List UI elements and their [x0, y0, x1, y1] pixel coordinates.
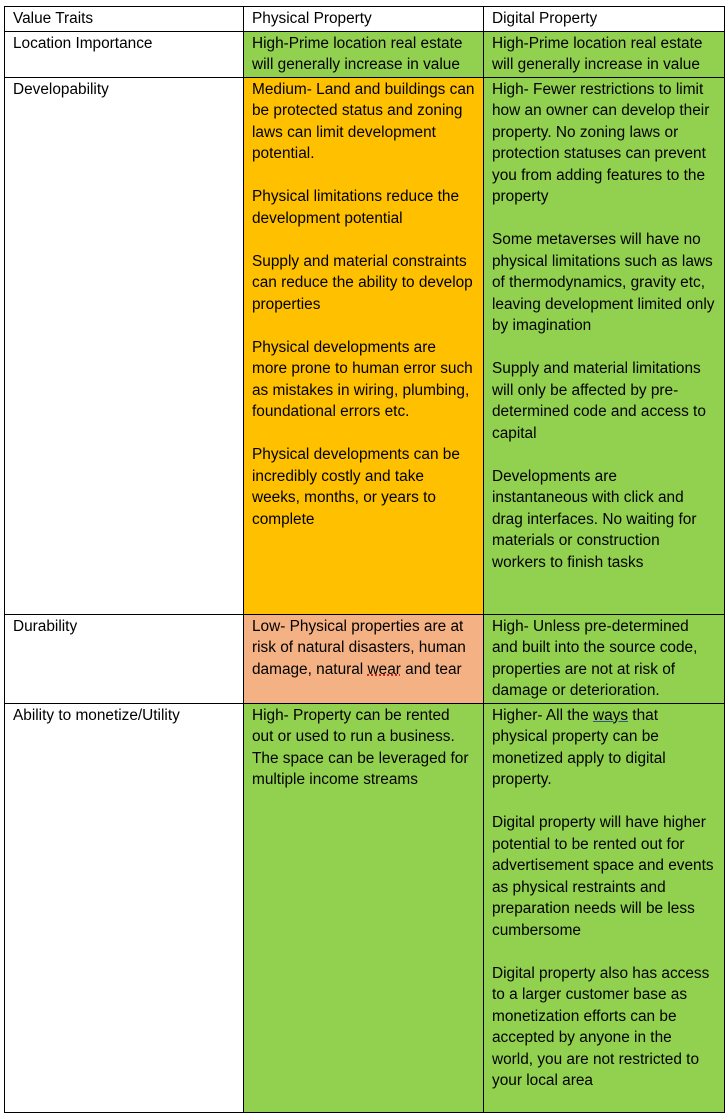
- physical-cell: [244, 614, 484, 703]
- trait-label: Ability to monetize/Utility: [5, 703, 244, 1112]
- cell-text: Medium- Land and buildings can be protected status and zoning laws can limit development potential.: [252, 80, 475, 162]
- table-row-durability: [5, 614, 725, 703]
- physical-cell: [244, 31, 484, 77]
- cell-text: High- Fewer restrictions to limit how an owner can develop their property. No zoning laws or protection statuses can prevent you from adding features to the property: [492, 80, 710, 205]
- cell-text: Digital property will have higher potential to be rented out for advertisement space and events as physical restraints and preparation needs will be less cumbersome: [492, 814, 714, 939]
- physical-cell: [244, 703, 484, 1112]
- header-digital-property: Digital Property: [484, 7, 725, 32]
- cell-text: High-Prime location real estate will generally increase in value: [492, 34, 703, 73]
- cell-text: Developments are instantaneous with click and drag interfaces. No waiting for materials or construction workers to finish tasks: [492, 467, 697, 571]
- header-row: [5, 7, 725, 32]
- underlined-word: ways: [592, 706, 629, 724]
- digital-cell: [484, 31, 725, 77]
- table-row-developability: [5, 77, 725, 614]
- cell-text-part: and tear: [400, 660, 462, 678]
- cell-text: Some metaverses will have no physical limitations such as laws of thermodynamics, gravity etc, leaving development limited only by imagination: [492, 231, 715, 334]
- spellcheck-word: wear: [367, 660, 401, 678]
- cell-text: Digital property also has access to a larger customer base as monetization efforts can be accepted by anyone in the world, you are not restricted to your local area: [492, 964, 710, 1089]
- cell-text: Supply and material limitations will only be affected by pre-determined code and access to capital: [492, 360, 706, 442]
- header-physical-property: Physical Property: [244, 7, 484, 32]
- cell-text: [252, 616, 475, 681]
- cell-text: Supply and material constraints can reduce the ability to develop properties: [252, 252, 473, 313]
- table-row-location-importance: [5, 31, 725, 77]
- comparison-table: [4, 6, 725, 1113]
- table-row-monetize: [5, 703, 725, 1112]
- digital-cell: [484, 703, 725, 1112]
- trait-label: Durability: [5, 614, 244, 703]
- cell-text: Physical limitations reduce the development potential: [252, 188, 460, 227]
- cell-text: High- Property can be rented out or used to run a business. The space can be leveraged for multiple income streams: [252, 706, 469, 788]
- cell-text: High- Unless pre-determined and built into the source code, properties are not at risk of damage or deterioration.: [492, 617, 698, 699]
- cell-text: Physical developments can be incredibly costly and take weeks, months, or years to complete: [252, 446, 460, 528]
- trait-label: Developability: [5, 77, 244, 614]
- cell-text-part: Low- Physical properties are at risk of natural disasters, human damage, natural: [252, 617, 466, 678]
- digital-cell: [484, 77, 725, 614]
- header-value-traits: Value Traits: [5, 7, 244, 32]
- cell-text: Physical developments are more prone to human error such as mistakes in wiring, plumbing, foundational errors etc.: [252, 338, 473, 420]
- digital-cell: [484, 614, 725, 703]
- cell-text: [492, 705, 716, 791]
- cell-text: High-Prime location real estate will generally increase in value: [252, 34, 463, 73]
- trait-label: Location Importance: [5, 31, 244, 77]
- physical-cell: [244, 77, 484, 614]
- cell-text-part: that physical property can be monetized apply to digital property.: [492, 706, 666, 788]
- cell-text-part: Higher- All the: [492, 706, 593, 724]
